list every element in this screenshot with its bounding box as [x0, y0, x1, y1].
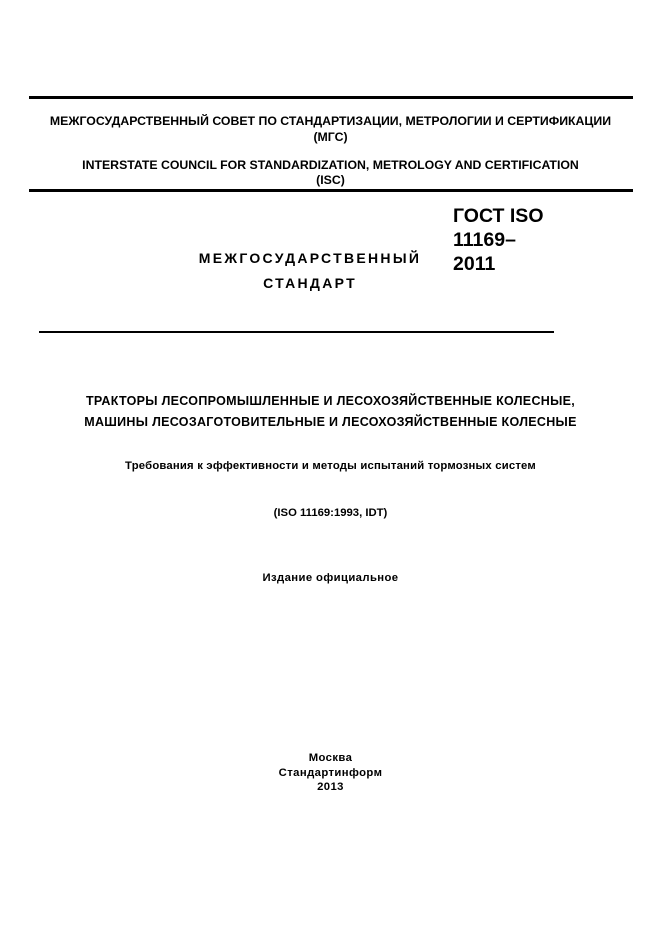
- top-rule: [29, 96, 633, 99]
- imprint-city: Москва: [308, 752, 353, 764]
- standard-kind-line2: СТАНДАРТ: [263, 275, 357, 291]
- council-name-en: INTERSTATE COUNCIL FOR STANDARDIZATION, METROLOGY AND CERTIFICATION: [82, 158, 579, 172]
- document-title-line2: МАШИНЫ ЛЕСОЗАГОТОВИТЕЛЬНЫЕ И ЛЕСОХОЗЯЙСТВЕННЫЕ КОЛЕСНЫЕ: [84, 415, 577, 429]
- iso-reference: (ISO 11169:1993, IDT): [273, 507, 388, 519]
- designation-line2: 11169–: [453, 229, 516, 251]
- council-name-ru: МЕЖГОСУДАРСТВЕННЫЙ СОВЕТ ПО СТАНДАРТИЗАЦИИ, МЕТРОЛОГИИ И СЕРТИФИКАЦИИ: [49, 114, 612, 128]
- council-abbr-en: (ISC): [316, 173, 345, 187]
- document-subtitle: Требования к эффективности и методы испытаний тормозных систем: [125, 460, 536, 472]
- imprint-year: 2013: [317, 781, 344, 793]
- document-title-line1: ТРАКТОРЫ ЛЕСОПРОМЫШЛЕННЫЕ И ЛЕСОХОЗЯЙСТВЕННЫЕ КОЛЕСНЫЕ,: [85, 394, 576, 408]
- standard-kind-line1: МЕЖГОСУДАРСТВЕННЫЙ: [198, 250, 422, 266]
- designation-rule: [39, 331, 554, 333]
- header-bottom-rule: [29, 189, 633, 192]
- designation-line3: 2011: [453, 253, 496, 275]
- designation-line1: ГОСТ ISO: [453, 205, 544, 227]
- standard-designation: [453, 204, 573, 276]
- edition-label: Издание официальное: [262, 572, 399, 584]
- imprint-publisher: Стандартинформ: [278, 767, 383, 779]
- council-abbr-ru: (МГС): [313, 130, 348, 144]
